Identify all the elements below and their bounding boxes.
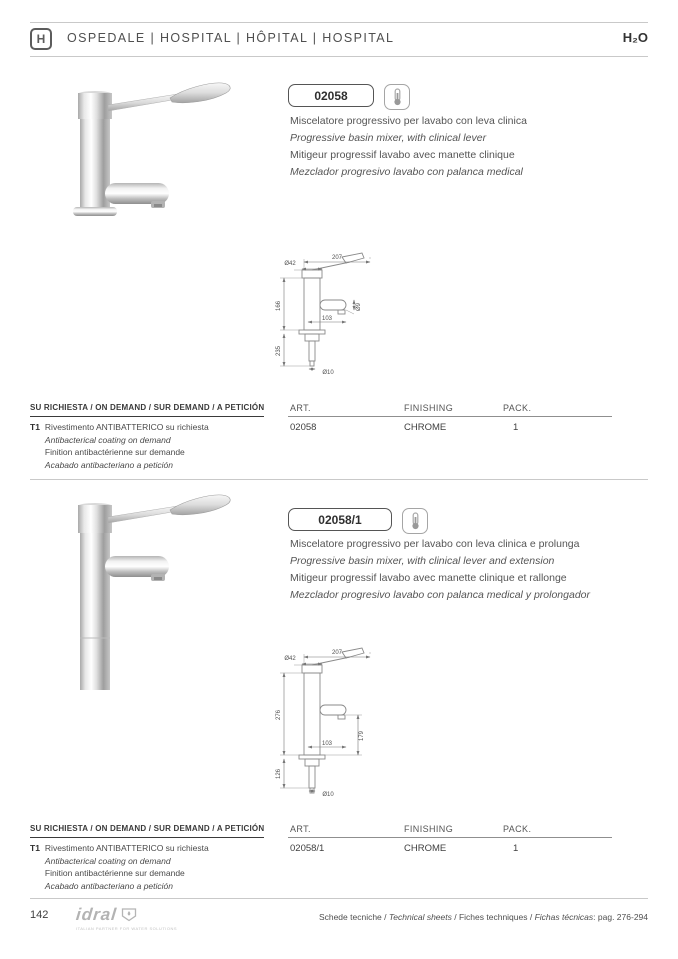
footer-rule: [30, 898, 648, 899]
cell-art: 02058/1: [290, 843, 325, 854]
brand-logo: [76, 905, 177, 931]
dim-body-height: 276: [276, 709, 282, 721]
footer-ref-fr: / Fiches techniques /: [451, 912, 535, 922]
technical-drawing-02058: [250, 248, 420, 378]
product-code: 02058: [314, 88, 348, 103]
on-demand-line-en: Antibacterical coating on demand: [44, 855, 171, 866]
footer-ref-en: Technical sheets: [388, 912, 452, 922]
dim-top-diameter: Ø42: [284, 656, 296, 662]
product-code: 02058/1: [318, 512, 362, 527]
product-code-badge: [288, 84, 374, 107]
on-demand-line-fr: Finition antibactérienne sur demande: [44, 868, 185, 878]
column-header-art: ART.: [290, 403, 311, 413]
footer-ref-it: Schede tecniche /: [318, 912, 389, 922]
cell-pack: 1: [513, 843, 519, 854]
table-header-rule: [288, 837, 612, 838]
cell-pack: 1: [513, 422, 519, 433]
dim-spout-height: 179: [359, 730, 365, 742]
on-demand-line-it: Rivestimento ANTIBATTERICO su richiesta: [44, 422, 209, 432]
description-fr: Mitigeur progressif lavabo avec manette clinique: [290, 149, 515, 161]
brand-tagline: ITALIAN PARTNER FOR WATER SOLUTIONS: [76, 926, 178, 931]
column-header-pack: PACK.: [503, 824, 532, 834]
dim-under-height: 235: [276, 345, 282, 357]
column-header-pack: PACK.: [503, 403, 532, 413]
brand-logo-text: idral: [75, 905, 118, 924]
on-demand-line-fr: Finition antibactérienne sur demande: [44, 447, 185, 457]
product-code-badge: [288, 508, 392, 531]
product-photo-02058-1: [60, 490, 260, 690]
product-descriptions: [290, 113, 527, 181]
on-demand-line-es: Acabado antibacteriano a petición: [44, 459, 173, 470]
technical-sheets-reference: [319, 912, 648, 922]
description-es: Mezclador progresivo lavabo con palanca medical y prolongador: [290, 589, 591, 601]
cell-finishing: CHROME: [404, 843, 447, 854]
on-demand-code: T1: [30, 843, 40, 853]
on-demand-block: [30, 842, 209, 892]
hospital-section-icon: [30, 28, 52, 50]
on-demand-block: [30, 421, 209, 471]
hospital-icon-letter: H: [36, 32, 46, 46]
dim-spout-length: 103: [321, 316, 333, 322]
description-it: Miscelatore progressivo per lavabo con leva clinica e prolunga: [290, 538, 580, 550]
on-demand-line-es: Acabado antibacteriano a petición: [44, 880, 173, 891]
temperature-feature-badge: [402, 508, 428, 534]
table-header-rule: [288, 416, 612, 417]
header-bottom-rule: [30, 56, 648, 57]
thermometer-icon: [392, 88, 403, 106]
description-en: Progressive basin mixer, with clinical lever and extension: [290, 555, 555, 567]
description-fr: Mitigeur progressif lavabo avec manette clinique et rallonge: [290, 572, 567, 584]
technical-drawing-02058-1: [250, 645, 430, 803]
on-demand-lines: [45, 421, 209, 471]
dim-under-height: 126: [276, 768, 282, 780]
product-descriptions: [290, 536, 590, 604]
section-separator: [30, 479, 648, 480]
on-demand-title: SU RICHIESTA / ON DEMAND / SUR DEMAND / A PETICIÓN: [30, 403, 264, 417]
product-photo-02058: [50, 80, 270, 230]
cell-art: 02058: [290, 422, 317, 433]
footer-ref-es: Fichas técnicas: [534, 912, 594, 922]
dim-spout-length: 103: [321, 741, 333, 747]
description-en: Progressive basin mixer, with clinical lever: [290, 132, 487, 144]
description-it: Miscelatore progressivo per lavabo con leva clinica: [290, 115, 527, 127]
dim-pipe-diameter: Ø10: [322, 370, 334, 376]
header-top-rule: [30, 22, 648, 23]
dim-top-width: 207: [331, 255, 343, 261]
on-demand-lines: [45, 842, 209, 892]
column-header-finishing: FINISHING: [404, 403, 454, 413]
page-title: OSPEDALE | HOSPITAL | HÔPITAL | HOSPITAL: [67, 31, 395, 45]
dim-top-diameter: Ø42: [284, 261, 296, 267]
thermometer-icon: [410, 512, 421, 530]
dim-body-height: 166: [276, 300, 282, 312]
on-demand-title: SU RICHIESTA / ON DEMAND / SUR DEMAND / A PETICIÓN: [30, 824, 264, 838]
cell-finishing: CHROME: [404, 422, 447, 433]
on-demand-line-en: Antibacterical coating on demand: [44, 434, 171, 445]
description-es: Mezclador progresivo lavabo con palanca medical: [290, 166, 523, 178]
on-demand-line-it: Rivestimento ANTIBATTERICO su richiesta: [44, 843, 209, 853]
dim-top-width: 207: [331, 650, 343, 656]
temperature-feature-badge: [384, 84, 410, 110]
brand-shield-icon: [121, 908, 137, 922]
water-category-label: H₂O: [622, 30, 648, 45]
footer-ref-pages: : pag. 276-294: [593, 912, 648, 922]
dim-spout-diameter: Ø9: [356, 302, 362, 312]
on-demand-code: T1: [30, 422, 40, 432]
dim-pipe-diameter: Ø10: [322, 792, 334, 798]
column-header-finishing: FINISHING: [404, 824, 454, 834]
column-header-art: ART.: [290, 824, 311, 834]
page-number: 142: [30, 909, 49, 921]
